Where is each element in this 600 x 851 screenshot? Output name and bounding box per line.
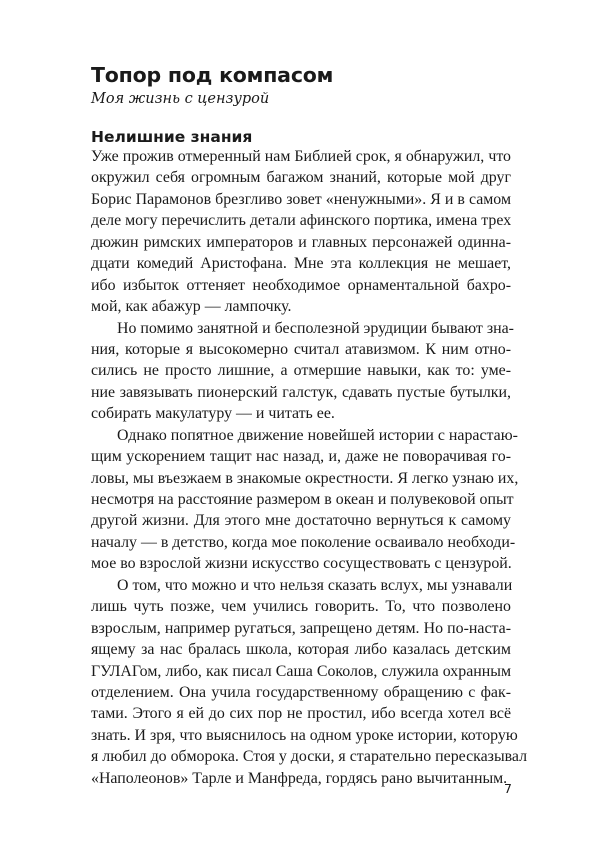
text-line: «Наполеонов» Тарле и Манфреда, гордясь рано вычитанным. xyxy=(91,769,508,787)
text-line: знать. И зря, что выяснилось на одном уроке истории, которую xyxy=(91,726,518,744)
text-line: другой жизни. Для этого мне достаточно вернуться к самому xyxy=(91,512,511,530)
chapter-title: Топор под компасом xyxy=(91,63,334,87)
text-line: Уже прожив отмеренный нам Библией срок, я обнаружил, что xyxy=(91,148,511,165)
paragraph xyxy=(91,318,514,425)
chapter-subtitle: Моя жизнь с цензурой xyxy=(91,91,270,107)
text-line: началу — в детство, когда мое поколение осваивало необходи- xyxy=(91,533,516,551)
text-line: ловы, мы въезжаем в знакомые окрестности. Я легко узнаю их, xyxy=(91,469,519,487)
text-line: ящему за нас бралась школа, которая либо казалась детским xyxy=(91,641,511,659)
text-line: я любил до обморока. Стоя у доски, я старательно пересказывал xyxy=(91,748,528,766)
text-line: дцати комедий Аристофана. Мне эта коллекция не мешает, xyxy=(91,255,511,273)
text-line: О том, что можно и что нельзя сказать вслух, мы узнавали xyxy=(117,576,513,594)
paragraph xyxy=(91,146,511,318)
text-line: мое во взрослой жизни искусство сосуществовать с цензурой. xyxy=(91,555,512,573)
paragraph xyxy=(91,575,528,789)
text-line: собирать макулатуру — и читать ее. xyxy=(91,405,335,423)
text-line: ГУЛАГом, либо, как писал Саша Соколов, служила охранным xyxy=(91,662,511,680)
paragraph xyxy=(91,425,519,575)
text-line: ние завязывать пионерский галстук, сдавать пустые бутылки, xyxy=(91,383,511,401)
text-line: сились не просто лишние, а отмершие навыки, как то: уме- xyxy=(91,362,511,380)
text-line: тами. Этого я ей до сих пор не простил, ибо всегда хотел всё xyxy=(91,705,511,723)
section-heading: Нелишние знания xyxy=(91,128,253,146)
text-line: отделением. Она учила государственному обращению с фак- xyxy=(91,683,511,701)
text-line: щим ускорением тащит нас назад, и, даже не поворачивая го- xyxy=(91,448,511,466)
text-line: мой, как абажур — лампочку. xyxy=(91,298,292,316)
text-line: взрослым, например ругаться, запрещено детям. Но по-наста- xyxy=(91,619,511,637)
text-line: дюжин римских императоров и главных персонажей одинна- xyxy=(91,233,511,251)
text-line: Но помимо занятной и бесполезной эрудиции бывают зна- xyxy=(117,319,514,337)
body-text xyxy=(91,146,528,789)
text-line: ния, которые я высокомерно считал атавизмом. К ним отно- xyxy=(91,340,511,358)
text-line: Однако попятное движение новейшей истории с нарастаю- xyxy=(117,426,518,444)
text-line: лишь чуть позже, чем учились говорить. То, что позволено xyxy=(91,598,511,616)
text-line: деле могу перечислить детали афинского портика, имена трех xyxy=(91,212,512,230)
text-line: несмотря на расстояние размером в океан и полувековой опыт xyxy=(91,491,514,508)
text-line: окружил себя огромным багажом знаний, которые мой друг xyxy=(91,169,511,187)
text-line: ибо избыток оттеняет необходимое орнаментальной бахро- xyxy=(91,276,511,294)
text-line: Борис Парамонов брезгливо зовет «ненужными». Я и в самом xyxy=(91,190,511,208)
page-number: 7 xyxy=(504,781,512,796)
